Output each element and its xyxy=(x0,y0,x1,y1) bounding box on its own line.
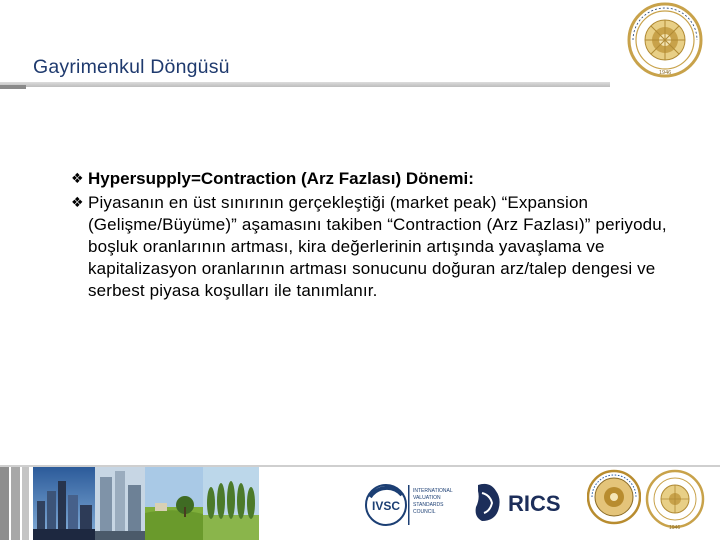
ivsc-line: INTERNATIONAL xyxy=(413,488,453,494)
ivsc-line: VALUATION xyxy=(413,495,441,501)
bullet-marker-icon: ❖ xyxy=(71,195,84,211)
city-skyline-photo xyxy=(33,467,95,540)
rics-logo xyxy=(468,477,578,527)
title-divider-accent xyxy=(0,85,26,89)
ivsc-logo xyxy=(364,475,462,530)
slide-title: Gayrimenkul Döngüsü xyxy=(33,56,230,78)
green-field-photo xyxy=(145,467,203,540)
university-seal-small-logo xyxy=(587,467,641,527)
seal-year: 1946 xyxy=(669,525,681,531)
bullet-item xyxy=(71,192,671,302)
title-divider xyxy=(0,82,610,87)
bullet-text: Piyasanın en üst sınırının gerçekleştiği (market peak) “Expansion (Gelişme/Büyüme)” aşamasını takiben “Contraction (Arz Fazlası)” periyodu, boşluk oranlarının artması, kira değerlerinin artışında yavaşlama ve kapitalizasyon oranlarının artması sonucunu doğuran arz/talep dengesi ve serbest piyasa koşulları ile tanımlanır. xyxy=(88,193,667,300)
bullet-marker-icon: ❖ xyxy=(71,171,84,187)
ivsc-acronym: IVSC xyxy=(372,499,401,513)
ivsc-line: STANDARDS xyxy=(413,502,444,508)
university-seal-small-logo xyxy=(645,465,705,535)
slide-body xyxy=(71,168,671,302)
ivsc-line: COUNCIL xyxy=(413,509,436,515)
tree-alley-photo xyxy=(203,467,259,540)
modern-towers-photo xyxy=(95,467,145,540)
footer-band xyxy=(0,465,720,540)
bullet-item xyxy=(71,168,671,190)
rics-acronym: RICS xyxy=(508,491,561,516)
university-seal-logo xyxy=(619,2,711,78)
seal-year: 1946 xyxy=(659,70,672,76)
bullet-text: Hypersupply=Contraction (Arz Fazlası) Dönemi: xyxy=(88,169,474,188)
